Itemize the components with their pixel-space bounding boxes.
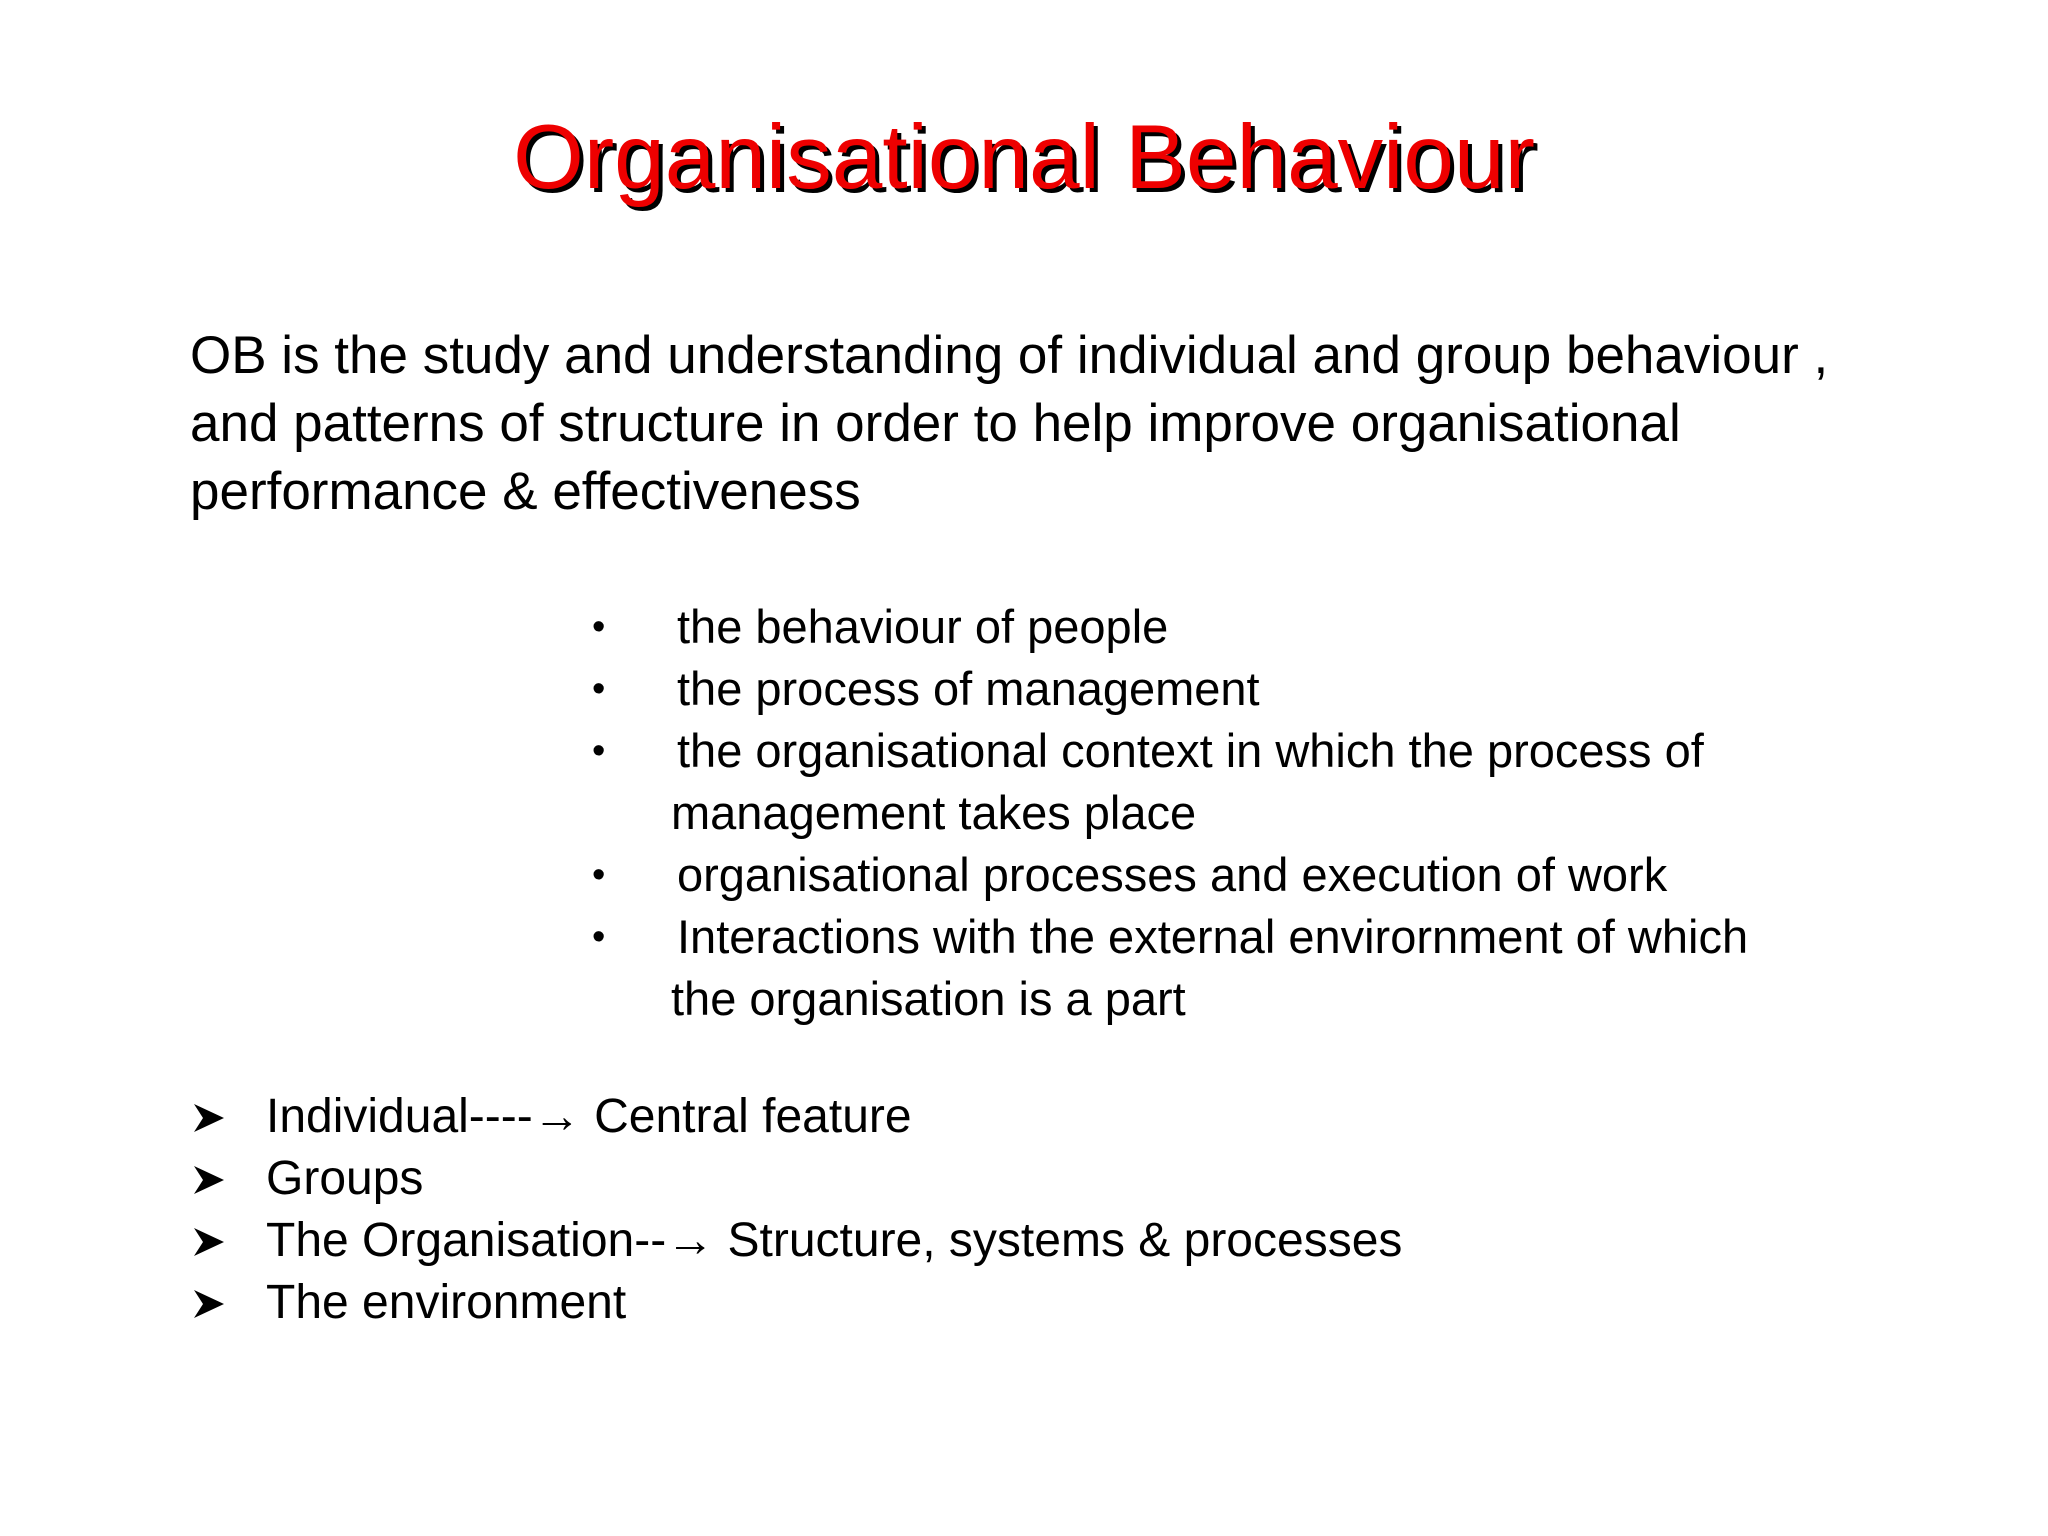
bullet-dot-icon: • — [592, 854, 606, 896]
bullet-dot-icon: • — [592, 916, 606, 958]
bullet-text: the behaviour of people — [677, 600, 1169, 653]
bullet-text: the organisational context in which the process of — [677, 724, 1704, 777]
bullet-item — [592, 658, 2012, 720]
arrow-list-text: Groups — [266, 1152, 424, 1205]
bullet-text: Interactions with the external envirornment of which — [677, 910, 1749, 963]
definition-line: performance & effectiveness — [190, 462, 861, 521]
bullet-item — [592, 844, 2012, 906]
bullet-text: organisational processes and execution of work — [677, 848, 1668, 901]
bullet-item — [592, 720, 2012, 844]
arrow-list-text: The Organisation--→ Structure, systems & processes — [266, 1214, 1403, 1267]
slide-title: Organisational Behaviour — [513, 107, 1535, 208]
bullet-item — [592, 596, 2012, 658]
bullet-text-continuation: management takes place — [671, 786, 1197, 839]
bullet-item — [592, 906, 2012, 1030]
bullet-text: the process of management — [677, 662, 1260, 715]
arrow-list-item — [190, 1210, 1890, 1272]
arrowhead-bullet-icon — [190, 1148, 240, 1210]
definition-paragraph — [190, 322, 1990, 526]
arrow-list-text: The environment — [266, 1276, 627, 1329]
arrowhead-bullet-icon — [190, 1210, 240, 1272]
arrow-list-item — [190, 1272, 1890, 1334]
arrowhead-bullet-icon — [190, 1272, 240, 1334]
bullet-dot-icon: • — [592, 668, 606, 710]
bullet-list — [592, 596, 2012, 1030]
bullet-dot-icon: • — [592, 730, 606, 772]
bullet-dot-icon: • — [592, 606, 606, 648]
arrow-list-item — [190, 1148, 1890, 1210]
arrow-list-text: Individual----→ Central feature — [266, 1090, 912, 1143]
arrow-list-item — [190, 1086, 1890, 1148]
arrow-list — [190, 1086, 1890, 1334]
definition-line: and patterns of structure in order to help improve organisational — [190, 394, 1681, 453]
arrowhead-bullet-icon — [190, 1086, 240, 1148]
definition-line: OB is the study and understanding of individual and group behaviour , — [190, 326, 1829, 385]
bullet-text-continuation: the organisation is a part — [671, 972, 1186, 1025]
